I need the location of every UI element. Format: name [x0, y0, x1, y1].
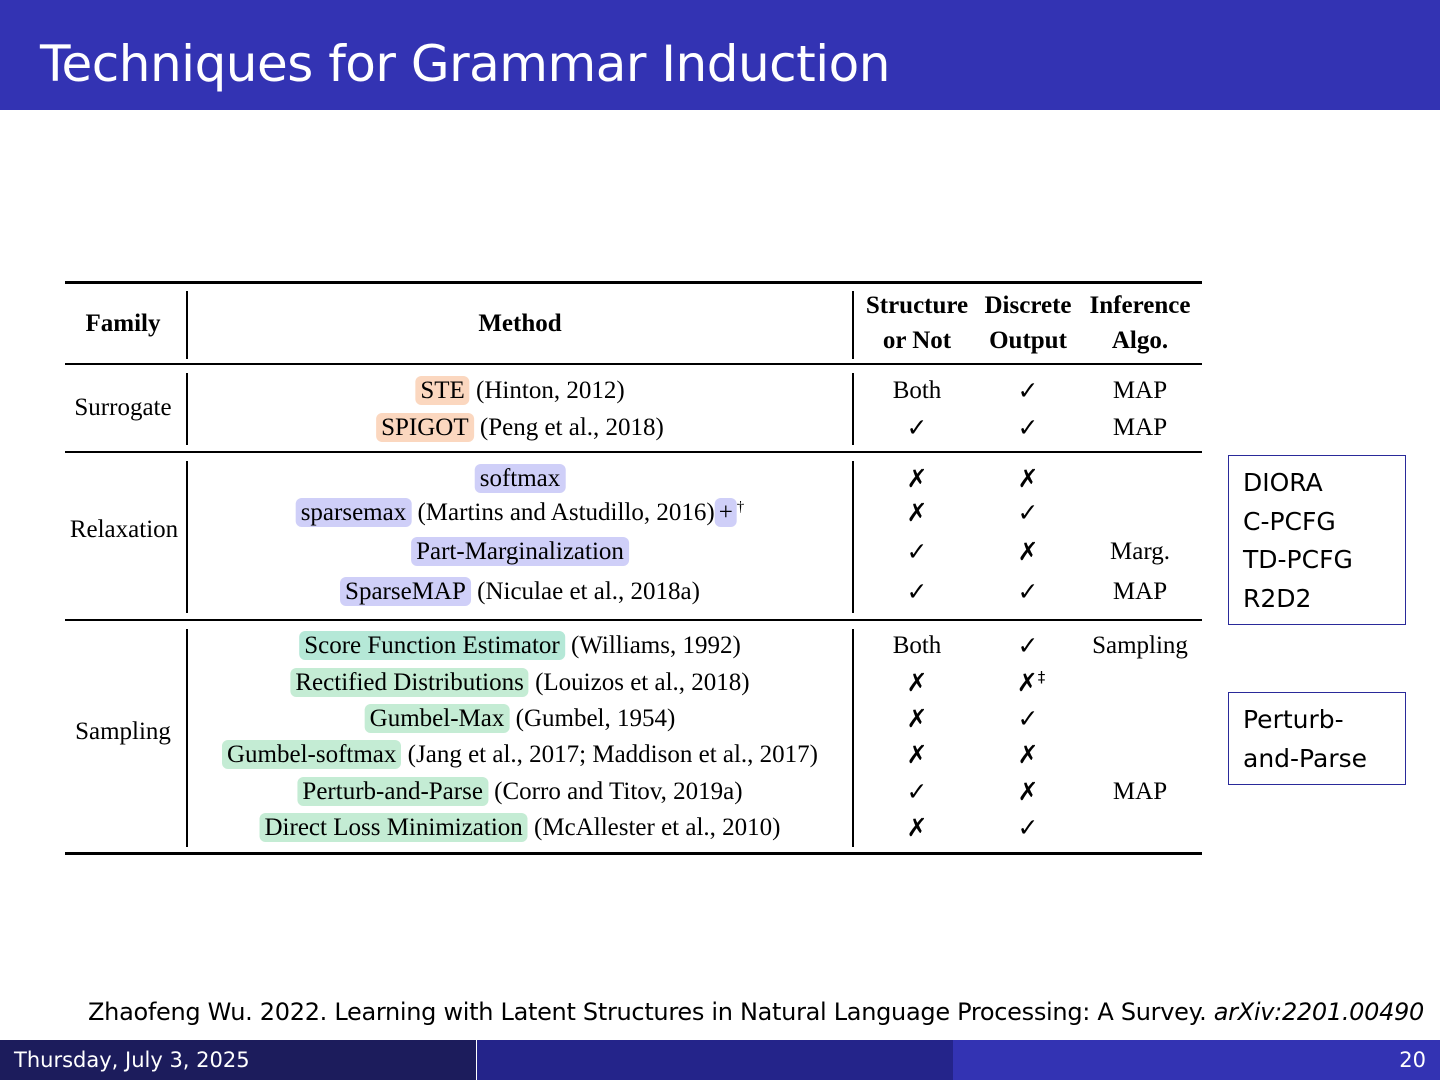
header-inference: Inference	[1089, 292, 1191, 319]
discrete-cell: ✗	[1017, 464, 1039, 493]
method-highlight: Gumbel-softmax	[222, 740, 401, 769]
discrete-cell: ✓	[1017, 704, 1039, 733]
discrete-cell: ✗	[1017, 777, 1039, 806]
inference-cell: MAP	[1112, 377, 1168, 404]
model-label: DIORA	[1243, 468, 1323, 497]
discrete-cell: ✓	[1017, 813, 1039, 842]
slide-title: Techniques for Grammar Induction	[40, 35, 890, 93]
header-divider-1	[186, 291, 188, 359]
model-label: C-PCFG	[1243, 506, 1336, 536]
table-row	[365, 703, 676, 735]
discrete-cell: ✓	[1017, 376, 1039, 405]
perturb-label-line2: and-Parse	[1243, 743, 1368, 773]
table-top-rule	[65, 281, 1202, 284]
model-label: TD-PCFG	[1243, 545, 1353, 574]
structure-cell: ✗	[906, 498, 928, 527]
relaxation-divider-1	[186, 461, 188, 613]
method-highlight: SPIGOT	[376, 413, 474, 442]
table-row	[260, 812, 781, 844]
table-bottom-rule	[65, 852, 1202, 855]
method-citation: (Gumbel, 1954)	[515, 705, 676, 732]
header-family: Family	[85, 310, 161, 337]
method-citation: (Hinton, 2012)	[476, 377, 625, 404]
method-highlight: SparseMAP	[340, 577, 471, 606]
table-row	[475, 463, 566, 495]
inference-cell: MAP	[1112, 578, 1168, 605]
table-row	[340, 576, 700, 608]
citation-text: Zhaofeng Wu. 2022. Learning with Latent Structures in Natural Language Processing: A Survey.	[88, 998, 1207, 1026]
family-surrogate: Surrogate	[74, 394, 172, 421]
method-highlight: Direct Loss Minimization	[260, 813, 528, 842]
page-number: 20	[1399, 1048, 1426, 1072]
table-row	[222, 739, 818, 771]
family-relaxation: Relaxation	[69, 516, 179, 543]
inference-cell: MAP	[1112, 414, 1168, 441]
method-citation: (McAllester et al., 2010)	[534, 814, 781, 841]
footer-segment-middle	[477, 1040, 953, 1080]
structure-cell: ✓	[906, 577, 928, 606]
table-row	[415, 375, 624, 407]
title-bar	[0, 0, 1440, 110]
structure-cell: ✗	[906, 464, 928, 493]
structure-cell: ✗	[906, 668, 928, 697]
perturb-label-line1: Perturb-	[1243, 705, 1344, 734]
sampling-divider-2	[852, 629, 854, 847]
header-rule	[65, 363, 1202, 365]
structure-cell: ✓	[906, 537, 928, 566]
table-row	[376, 412, 664, 444]
header-divider-2	[852, 291, 854, 359]
method-highlight: softmax	[475, 464, 566, 493]
method-highlight: Rectified Distributions	[290, 668, 528, 697]
method-citation: (Williams, 1992)	[570, 632, 741, 659]
structure-cell: ✓	[906, 413, 928, 442]
method-citation: (Corro and Titov, 2019a)	[494, 778, 743, 805]
table-row	[299, 630, 741, 662]
discrete-cell: ✗	[1017, 537, 1039, 566]
structure-cell: Both	[892, 377, 942, 404]
techniques-table	[65, 281, 1202, 854]
relaxation-divider-2	[852, 461, 854, 613]
method-highlight: sparsemax	[296, 498, 412, 527]
method-highlight: Perturb-and-Parse	[297, 777, 488, 806]
inference-cell: MAP	[1112, 778, 1168, 805]
header-method: Method	[478, 310, 562, 337]
model-label: R2D2	[1243, 583, 1312, 613]
structure-cell: ✗	[906, 704, 928, 733]
table-row	[296, 497, 745, 529]
structure-cell: ✓	[906, 777, 928, 806]
structure-cell: ✗	[906, 813, 928, 842]
plus-highlight: +	[715, 498, 737, 527]
sampling-divider-1	[186, 629, 188, 847]
table-row	[297, 776, 742, 808]
header-structure-2: or Not	[882, 327, 952, 354]
footer-bar	[0, 1040, 1440, 1080]
method-highlight: Score Function Estimator	[299, 631, 565, 660]
method-citation: (Peng et al., 2018)	[479, 414, 664, 441]
models-box	[1228, 455, 1406, 625]
perturb-box	[1228, 692, 1406, 785]
discrete-cell: ✓	[1017, 631, 1039, 660]
surrogate-rule	[65, 451, 1202, 453]
method-citation: (Niculae et al., 2018a)	[477, 578, 700, 605]
footer-date: Thursday, July 3, 2025	[14, 1048, 250, 1072]
method-highlight: Part-Marginalization	[411, 537, 629, 566]
table-row	[290, 667, 749, 699]
inference-cell: Marg.	[1110, 538, 1170, 565]
discrete-cell: ✓	[1017, 413, 1039, 442]
header-discrete-2: Output	[989, 327, 1067, 354]
surrogate-divider-2	[852, 373, 854, 445]
header-structure: Structure	[865, 292, 969, 319]
method-citation: (Louizos et al., 2018)	[535, 669, 750, 696]
structure-cell: ✗	[906, 740, 928, 769]
method-highlight: Gumbel-Max	[365, 704, 510, 733]
structure-cell: Both	[892, 632, 942, 659]
footer-segment-right	[953, 1040, 1440, 1080]
method-citation: (Jang et al., 2017; Maddison et al., 2017)	[407, 741, 819, 768]
discrete-cell: ✗	[1017, 740, 1039, 769]
discrete-cell: ✓	[1017, 577, 1039, 606]
surrogate-divider-1	[186, 373, 188, 445]
header-discrete: Discrete	[984, 292, 1072, 319]
family-sampling: Sampling	[75, 718, 171, 745]
inference-cell: Sampling	[1092, 632, 1188, 659]
method-citation: (Martins and Astudillo, 2016)	[417, 499, 715, 526]
discrete-mark: ✗	[1016, 668, 1038, 697]
double-dagger-mark: ‡	[1037, 668, 1046, 686]
citation-arxiv: arXiv:2201.00490	[1213, 998, 1424, 1026]
discrete-cell: ✓	[1017, 498, 1039, 527]
discrete-cell	[1017, 667, 1045, 699]
header-inference-2: Algo.	[1111, 327, 1169, 354]
table-row	[411, 536, 629, 568]
dagger-mark: †	[736, 499, 745, 515]
reference-citation	[88, 998, 1424, 1026]
method-highlight: STE	[415, 376, 469, 405]
relaxation-rule	[65, 619, 1202, 621]
